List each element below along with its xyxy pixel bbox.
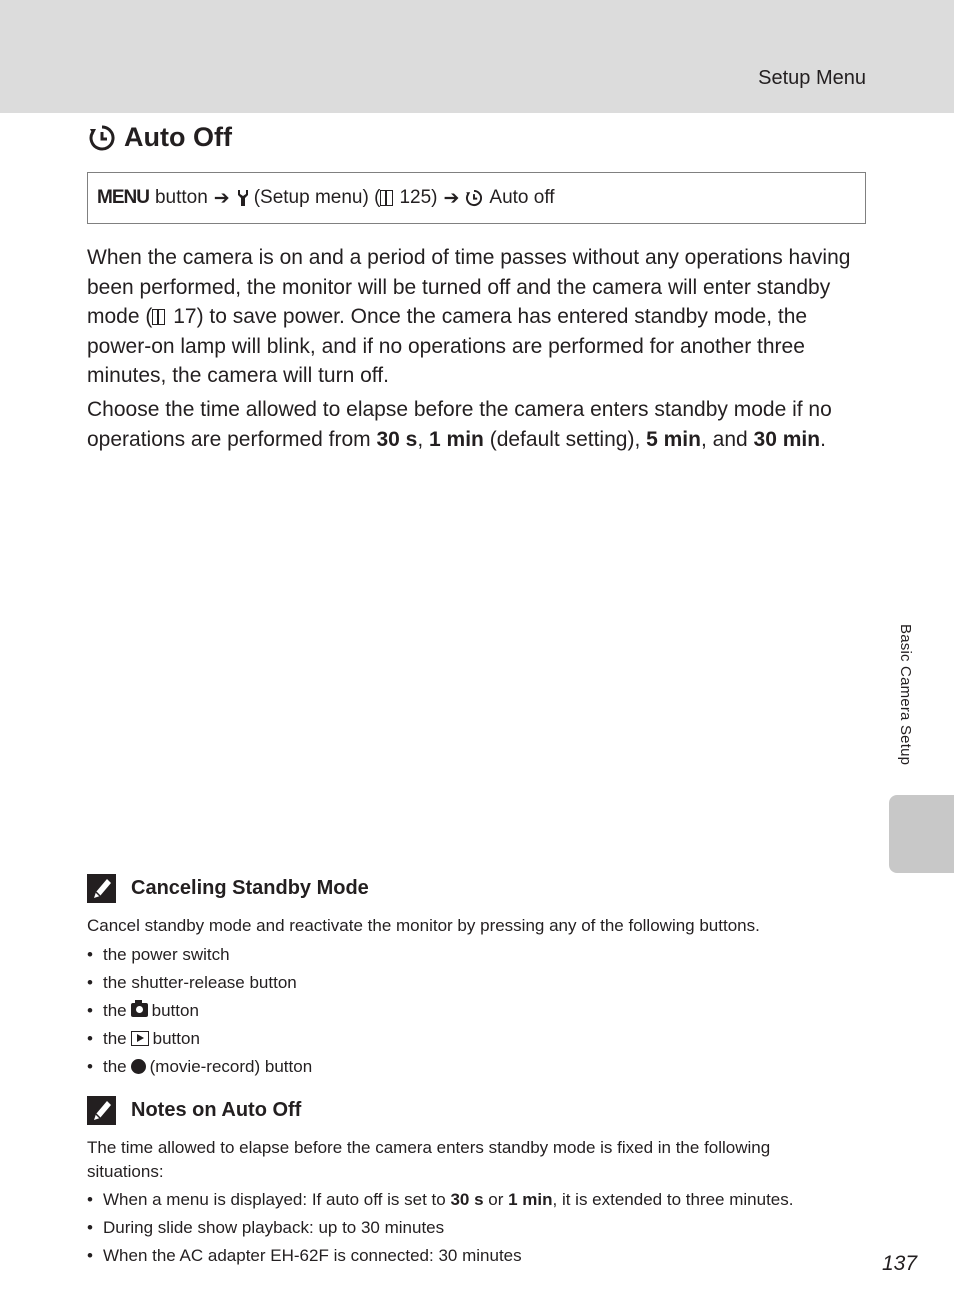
note1-list (87, 941, 312, 1081)
page-ref-icon (380, 190, 393, 206)
page-title (88, 122, 232, 153)
note-canceling-standby-heading (87, 874, 369, 903)
item-text: button (152, 1029, 200, 1048)
options-sep: , (417, 427, 430, 451)
list-item (87, 1025, 312, 1053)
page-number: 137 (882, 1252, 918, 1275)
option-30s: 30 s (376, 427, 418, 451)
setup-menu-page-ref: 125 (399, 187, 432, 208)
wrench-icon (236, 189, 250, 207)
item-text: , it is extended to three minutes. (552, 1190, 794, 1209)
options-text-a: Choose the time allowed to elapse before the camera enters standby mode if no operations are performed from (87, 398, 832, 451)
note-pencil-icon (87, 1096, 116, 1125)
item-text: When a menu is displayed: If auto off is set to (103, 1190, 451, 1209)
list-item (87, 1053, 312, 1081)
list-item: • When the AC adapter EH-62F is connected: 30 minutes (87, 1242, 793, 1270)
note2-intro: The time allowed to elapse before the camera enters standby mode is fixed in the following situations: (87, 1138, 771, 1181)
header-band (0, 0, 954, 113)
note-title: Canceling Standby Mode (131, 877, 369, 899)
arrow-right-icon: ➔ (443, 187, 460, 209)
options-text-c: , and (700, 427, 754, 451)
page-title-text: Auto Off (124, 122, 232, 152)
list-item: • the shutter-release button (87, 969, 312, 997)
close-paren: ) (431, 187, 438, 208)
list-item (87, 997, 312, 1025)
intro-paragraph (87, 243, 872, 391)
intro-text-b: ) to save power. Once the camera has entered standby mode, the power-on lamp will blink, and if no operations are performed for another three minutes, the camera will turn off. (87, 305, 808, 388)
item-text: or (483, 1190, 509, 1209)
auto-off-target: Auto off (489, 187, 555, 208)
item-bold: 30 s (450, 1190, 484, 1209)
menu-path-box (87, 172, 866, 224)
setup-menu-text: (Setup menu) ( (253, 187, 381, 208)
note2-list (87, 1186, 793, 1270)
playback-icon (131, 1031, 149, 1046)
item-bold: 1 min (508, 1190, 553, 1209)
movie-record-icon (131, 1059, 146, 1074)
note-title: Notes on Auto Off (131, 1099, 302, 1121)
intro-text-a: When the camera is on and a period of time passes without any operations having been performed, the monitor will be turned off and the camera will enter standby mode ( (87, 246, 851, 329)
option-30min: 30 min (753, 427, 821, 451)
option-1min: 1 min (429, 427, 484, 451)
list-item (87, 1186, 793, 1214)
options-text-d: . (820, 427, 826, 451)
side-tab-label: Basic Camera Setup (897, 624, 914, 766)
menu-button-label: MENU (97, 187, 149, 208)
arrow-right-icon: ➔ (213, 187, 230, 209)
option-5min: 5 min (646, 427, 701, 451)
note-pencil-icon (87, 874, 116, 903)
auto-off-timer-icon (465, 189, 483, 207)
options-paragraph (87, 395, 872, 454)
auto-off-timer-icon (88, 124, 116, 152)
list-item: • During slide show playback: up to 30 minutes (87, 1214, 793, 1242)
section-header: Setup Menu (758, 67, 866, 89)
item-text: the (103, 1029, 127, 1048)
note1-intro: Cancel standby mode and reactivate the monitor by pressing any of the following buttons. (87, 916, 760, 935)
note-auto-off-heading (87, 1096, 301, 1125)
page-ref-icon (152, 309, 165, 325)
side-tab (889, 795, 954, 873)
list-item: • the power switch (87, 941, 312, 969)
intro-page-ref: 17 (173, 305, 197, 329)
item-text: button (151, 1001, 199, 1020)
options-text-b: (default setting), (483, 427, 647, 451)
item-text: (movie-record) button (149, 1057, 313, 1076)
item-text: the (103, 1057, 127, 1076)
item-text: the (103, 1001, 127, 1020)
camera-shoot-icon (131, 1003, 148, 1017)
button-text: button (154, 187, 208, 208)
